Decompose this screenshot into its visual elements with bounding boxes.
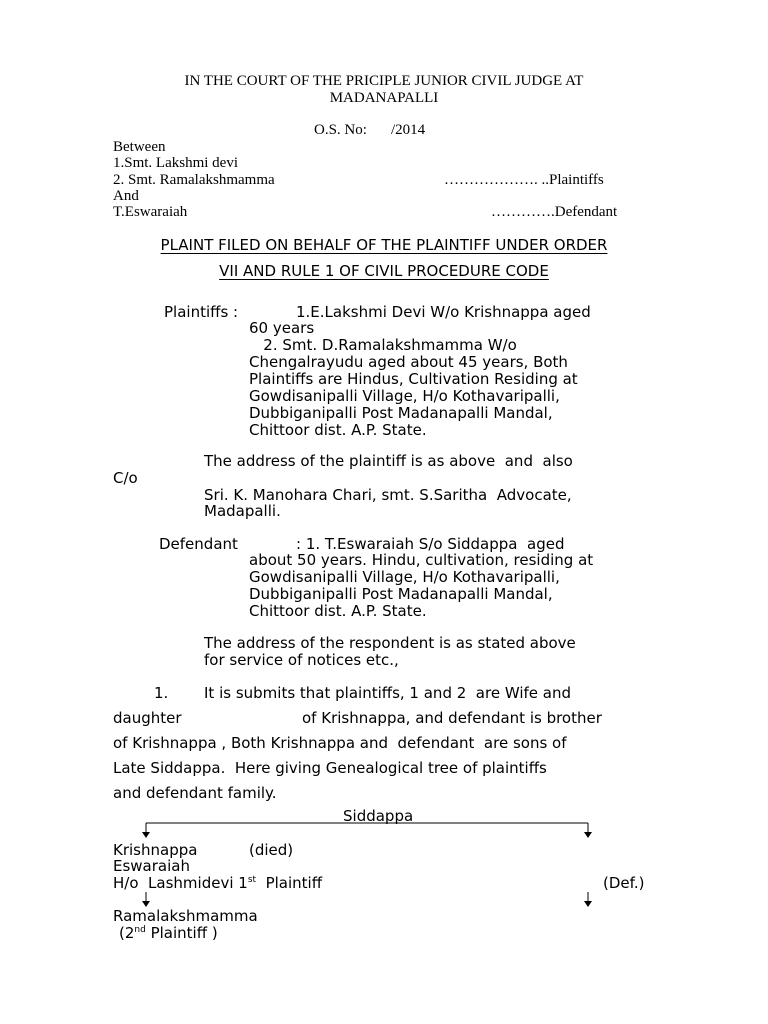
- defendant-detail-line: Dubbiganipalli Post Madanapalli Mandal,: [249, 585, 553, 603]
- defendant-detail-line: about 50 years. Hindu, cultivation, residing at: [249, 551, 594, 569]
- plaintiffs-detail-line: Gowdisanipalli Village, H/o Kothavaripalli,: [249, 387, 560, 405]
- tree-root-siddappa: Siddappa: [343, 807, 414, 825]
- paragraph-line5: and defendant family.: [113, 784, 277, 802]
- plaintiffs-detail-line: Plaintiffs are Hindus, Cultivation Residing at: [249, 370, 578, 388]
- court-heading-line2: MADANAPALLI: [329, 90, 439, 106]
- tree-eswaraiah: Eswaraiah: [113, 857, 190, 875]
- paragraph-line2-start: daughter: [113, 709, 182, 727]
- plaintiffs-detail-line: 2. Smt. D.Ramalakshmamma W/o: [249, 336, 517, 354]
- defendant-detail-line: Gowdisanipalli Village, H/o Kothavaripalli,: [249, 568, 560, 586]
- tree-p2-open: (2: [119, 924, 135, 942]
- defendant-designation: ………….Defendant: [491, 204, 618, 220]
- plaintiff-address-line1: The address of the plaintiff is as above and also: [204, 452, 573, 470]
- tree-p2-close: Plaintiff ): [145, 924, 218, 942]
- plaint-title-line2: VII AND RULE 1 OF CIVIL PROCEDURE CODE: [219, 262, 549, 280]
- os-number-value: /2014: [391, 122, 426, 138]
- tree-died-note: (died): [249, 841, 294, 859]
- tree-def-label: (Def.): [603, 874, 645, 892]
- plaintiffs-detail-line: Chittoor dist. A.P. State.: [249, 421, 427, 439]
- tree-second-plaintiff: [119, 924, 218, 942]
- and-label: And: [113, 188, 139, 204]
- arrow-down-icon: [584, 901, 592, 907]
- plaintiffs-first-line: 1.E.Lakshmi Devi W/o Krishnappa aged: [296, 303, 591, 321]
- tree-ramalakshmamma: Ramalakshmamma: [113, 907, 258, 925]
- paragraph-line4: Late Siddappa. Here giving Genealogical tree of plaintiffs: [113, 759, 547, 777]
- plaintiff-2-name: 2. Smt. Ramalakshmamma: [113, 172, 275, 188]
- tree-krishnappa: Krishnappa: [113, 841, 198, 859]
- defendant-detail-line: Chittoor dist. A.P. State.: [249, 602, 427, 620]
- plaintiff-address-line2: Sri. K. Manohara Chari, smt. S.Saritha Advocate,: [204, 486, 572, 504]
- paragraph-number: 1.: [154, 684, 169, 702]
- defendant-first-line: : 1. T.Eswaraiah S/o Siddappa aged: [296, 535, 565, 553]
- respondent-address-line2: for service of notices etc.,: [204, 651, 399, 669]
- paragraph-line3: of Krishnappa , Both Krishnappa and defendant are sons of: [113, 734, 567, 752]
- os-number-label: O.S. No:: [314, 122, 367, 138]
- care-of-label: C/o: [113, 469, 138, 487]
- tree-husband-of-suffix: Plaintiff: [256, 874, 323, 892]
- arrow-down-icon: [142, 832, 150, 838]
- tree-husband-of-prefix: H/o Lashmidevi 1: [113, 874, 248, 892]
- plaintiffs-detail-line: Chengalrayudu aged about 45 years, Both: [249, 353, 568, 371]
- ordinal-st: st: [247, 875, 257, 885]
- plaintiffs-label: Plaintiffs :: [164, 303, 239, 321]
- court-heading-line1: IN THE COURT OF THE PRICIPLE JUNIOR CIVIL JUDGE AT: [184, 73, 584, 89]
- defendant-name: T.Eswaraiah: [113, 204, 188, 220]
- plaintiff-1-name: 1.Smt. Lakshmi devi: [113, 155, 238, 171]
- respondent-address-line1: The address of the respondent is as stated above: [204, 634, 576, 652]
- between-label: Between: [113, 139, 166, 155]
- paragraph-line2-end: of Krishnappa, and defendant is brother: [302, 709, 602, 727]
- plaint-title-line1: PLAINT FILED ON BEHALF OF THE PLAINTIFF UNDER ORDER: [160, 236, 608, 254]
- paragraph-line1: It is submits that plaintiffs, 1 and 2 are Wife and: [204, 684, 572, 702]
- plaintiffs-designation: ………………. ..Plaintiffs: [444, 172, 604, 188]
- tree-husband-of-line: [113, 874, 322, 892]
- defendant-label: Defendant: [159, 535, 238, 553]
- plaintiffs-detail-line: Dubbiganipalli Post Madanapalli Mandal,: [249, 404, 553, 422]
- plaintiff-address-line3: Madapalli.: [204, 502, 281, 520]
- plaintiffs-detail-line: 60 years: [249, 319, 315, 337]
- ordinal-nd: nd: [134, 925, 146, 935]
- arrow-down-icon: [584, 832, 592, 838]
